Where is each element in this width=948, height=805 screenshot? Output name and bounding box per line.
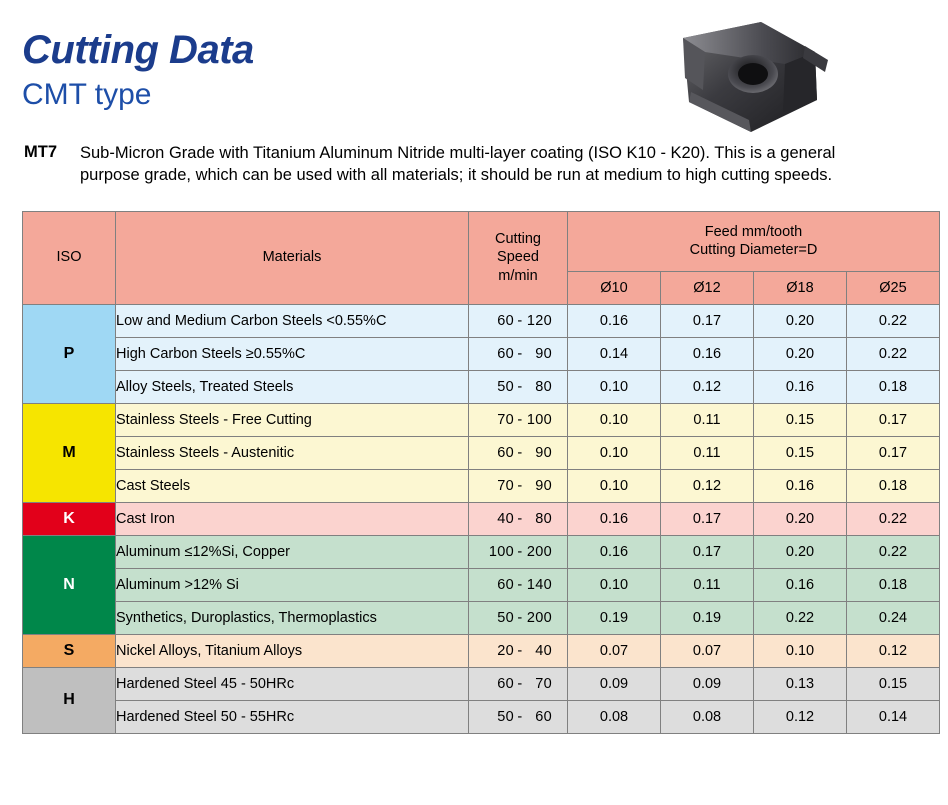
speed-max: 120 — [526, 312, 552, 329]
feed-value: 0.10 — [568, 370, 661, 403]
speed-max: 200 — [526, 543, 552, 560]
speed-min: 70 — [497, 477, 514, 494]
speed-min: 60 — [497, 576, 514, 593]
material-name: Hardened Steel 45 - 50HRc — [116, 667, 469, 700]
table-row — [23, 667, 940, 700]
material-name: Hardened Steel 50 - 55HRc — [116, 700, 469, 733]
material-name: Stainless Steels - Free Cutting — [116, 403, 469, 436]
feed-value: 0.12 — [847, 634, 940, 667]
speed-separator: - — [517, 345, 523, 362]
speed-min: 40 — [497, 510, 514, 527]
speed-max: 80 — [535, 510, 552, 527]
cutting-speed-range — [469, 502, 568, 535]
header-materials: Materials — [116, 211, 469, 304]
feed-value: 0.20 — [754, 337, 847, 370]
cutting-speed-range — [469, 304, 568, 337]
feed-value: 0.17 — [661, 304, 754, 337]
feed-value: 0.20 — [754, 304, 847, 337]
speed-min: 50 — [497, 378, 514, 395]
cutting-speed-range — [469, 667, 568, 700]
speed-min: 50 — [497, 708, 514, 725]
table-body — [23, 304, 940, 733]
feed-value: 0.18 — [847, 469, 940, 502]
iso-group-P: P — [23, 304, 116, 403]
cutting-speed-range — [469, 634, 568, 667]
speed-max: 70 — [535, 675, 552, 692]
speed-separator: - — [517, 675, 523, 692]
header-diameter-2: Ø12 — [661, 272, 754, 304]
speed-max: 100 — [526, 411, 552, 428]
feed-value: 0.22 — [754, 601, 847, 634]
table-row — [23, 337, 940, 370]
feed-value: 0.15 — [754, 403, 847, 436]
table-row — [23, 502, 940, 535]
feed-value: 0.09 — [661, 667, 754, 700]
page-subtitle: CMT type — [22, 78, 152, 111]
iso-group-M: M — [23, 403, 116, 502]
feed-value: 0.22 — [847, 337, 940, 370]
table-row — [23, 370, 940, 403]
iso-group-K: K — [23, 502, 116, 535]
cutting-speed-range — [469, 568, 568, 601]
feed-value: 0.10 — [754, 634, 847, 667]
feed-value: 0.07 — [568, 634, 661, 667]
feed-value: 0.13 — [754, 667, 847, 700]
iso-group-S: S — [23, 634, 116, 667]
feed-value: 0.11 — [661, 568, 754, 601]
table-row — [23, 568, 940, 601]
feed-value: 0.22 — [847, 304, 940, 337]
header-diameter-4: Ø25 — [847, 272, 940, 304]
grade-code: MT7 — [24, 143, 57, 161]
header-feed-line1: Feed mm/tooth — [704, 223, 803, 240]
cutting-speed-range — [469, 403, 568, 436]
speed-max: 80 — [535, 378, 552, 395]
speed-min: 60 — [497, 345, 514, 362]
material-name: Nickel Alloys, Titanium Alloys — [116, 634, 469, 667]
feed-value: 0.10 — [568, 403, 661, 436]
material-name: Aluminum ≤12%Si, Copper — [116, 535, 469, 568]
feed-value: 0.22 — [847, 502, 940, 535]
feed-value: 0.07 — [661, 634, 754, 667]
feed-value: 0.08 — [568, 700, 661, 733]
feed-value: 0.08 — [661, 700, 754, 733]
cutting-speed-range — [469, 370, 568, 403]
grade-description — [24, 142, 930, 187]
speed-max: 90 — [535, 444, 552, 461]
speed-separator: - — [517, 543, 523, 560]
speed-separator: - — [517, 444, 523, 461]
feed-value: 0.19 — [568, 601, 661, 634]
feed-value: 0.24 — [847, 601, 940, 634]
feed-value: 0.09 — [568, 667, 661, 700]
feed-value: 0.15 — [754, 436, 847, 469]
material-name: Synthetics, Duroplastics, Thermoplastics — [116, 601, 469, 634]
threading-insert-image — [665, 16, 840, 141]
cutting-data-table — [22, 211, 940, 734]
cutting-speed-range — [469, 601, 568, 634]
material-name: Aluminum >12% Si — [116, 568, 469, 601]
feed-value: 0.16 — [754, 568, 847, 601]
speed-max: 90 — [535, 345, 552, 362]
speed-min: 60 — [497, 312, 514, 329]
speed-separator: - — [517, 411, 523, 428]
feed-value: 0.11 — [661, 436, 754, 469]
table-row — [23, 304, 940, 337]
feed-value: 0.16 — [661, 337, 754, 370]
feed-value: 0.16 — [754, 370, 847, 403]
speed-separator: - — [517, 510, 523, 527]
header-cutting-speed — [469, 211, 568, 304]
speed-separator: - — [517, 609, 523, 626]
speed-separator: - — [517, 642, 523, 659]
table-row — [23, 634, 940, 667]
feed-value: 0.11 — [661, 403, 754, 436]
material-name: High Carbon Steels ≥0.55%C — [116, 337, 469, 370]
header-cutting-speed-line2: Speed — [497, 249, 539, 266]
table-row — [23, 700, 940, 733]
feed-value: 0.16 — [754, 469, 847, 502]
material-name: Alloy Steels, Treated Steels — [116, 370, 469, 403]
header-feed-group — [568, 211, 940, 272]
speed-min: 50 — [497, 609, 514, 626]
speed-separator: - — [517, 576, 523, 593]
speed-separator: - — [517, 378, 523, 395]
cutting-speed-range — [469, 469, 568, 502]
speed-min: 60 — [497, 675, 514, 692]
feed-value: 0.10 — [568, 436, 661, 469]
feed-value: 0.17 — [847, 436, 940, 469]
speed-separator: - — [517, 312, 523, 329]
iso-group-H: H — [23, 667, 116, 733]
header-iso: ISO — [23, 211, 116, 304]
table-row — [23, 601, 940, 634]
speed-max: 60 — [535, 708, 552, 725]
feed-value: 0.12 — [661, 469, 754, 502]
material-name: Cast Steels — [116, 469, 469, 502]
cutting-speed-range — [469, 700, 568, 733]
cutting-speed-range — [469, 436, 568, 469]
feed-value: 0.16 — [568, 535, 661, 568]
header-feed-line2: Cutting Diameter=D — [689, 242, 818, 259]
material-name: Low and Medium Carbon Steels <0.55%C — [116, 304, 469, 337]
feed-value: 0.17 — [847, 403, 940, 436]
feed-value: 0.22 — [847, 535, 940, 568]
feed-value: 0.12 — [754, 700, 847, 733]
table-row — [23, 403, 940, 436]
speed-separator: - — [517, 708, 523, 725]
feed-value: 0.20 — [754, 535, 847, 568]
speed-max: 40 — [535, 642, 552, 659]
feed-value: 0.17 — [661, 502, 754, 535]
speed-min: 100 — [488, 543, 514, 560]
speed-min: 20 — [497, 642, 514, 659]
feed-value: 0.10 — [568, 568, 661, 601]
header-cutting-speed-line1: Cutting — [495, 231, 541, 248]
feed-value: 0.15 — [847, 667, 940, 700]
feed-value: 0.14 — [568, 337, 661, 370]
feed-value: 0.20 — [754, 502, 847, 535]
speed-min: 60 — [497, 444, 514, 461]
feed-value: 0.16 — [568, 304, 661, 337]
header-row-top — [23, 211, 940, 272]
header-diameter-3: Ø18 — [754, 272, 847, 304]
grade-text: Sub-Micron Grade with Titanium Aluminum Nitride multi-layer coating (ISO K10 - K20). This is a general purpose grade, which can be used with all materials; it should be run at medium to high cutting speeds. — [80, 144, 836, 185]
header-diameter-1: Ø10 — [568, 272, 661, 304]
feed-value: 0.19 — [661, 601, 754, 634]
table-row — [23, 469, 940, 502]
feed-value: 0.18 — [847, 370, 940, 403]
feed-value: 0.16 — [568, 502, 661, 535]
table-head — [23, 211, 940, 304]
material-name: Cast Iron — [116, 502, 469, 535]
cutting-speed-range — [469, 535, 568, 568]
feed-value: 0.17 — [661, 535, 754, 568]
table-row — [23, 535, 940, 568]
speed-separator: - — [517, 477, 523, 494]
speed-max: 200 — [526, 609, 552, 626]
page-title: Cutting Data — [22, 28, 254, 72]
header-cutting-speed-line3: m/min — [498, 267, 538, 284]
table-row — [23, 436, 940, 469]
feed-value: 0.14 — [847, 700, 940, 733]
speed-max: 140 — [526, 576, 552, 593]
speed-max: 90 — [535, 477, 552, 494]
iso-group-N: N — [23, 535, 116, 634]
feed-value: 0.18 — [847, 568, 940, 601]
feed-value: 0.12 — [661, 370, 754, 403]
speed-min: 70 — [497, 411, 514, 428]
material-name: Stainless Steels - Austenitic — [116, 436, 469, 469]
cutting-speed-range — [469, 337, 568, 370]
feed-value: 0.10 — [568, 469, 661, 502]
